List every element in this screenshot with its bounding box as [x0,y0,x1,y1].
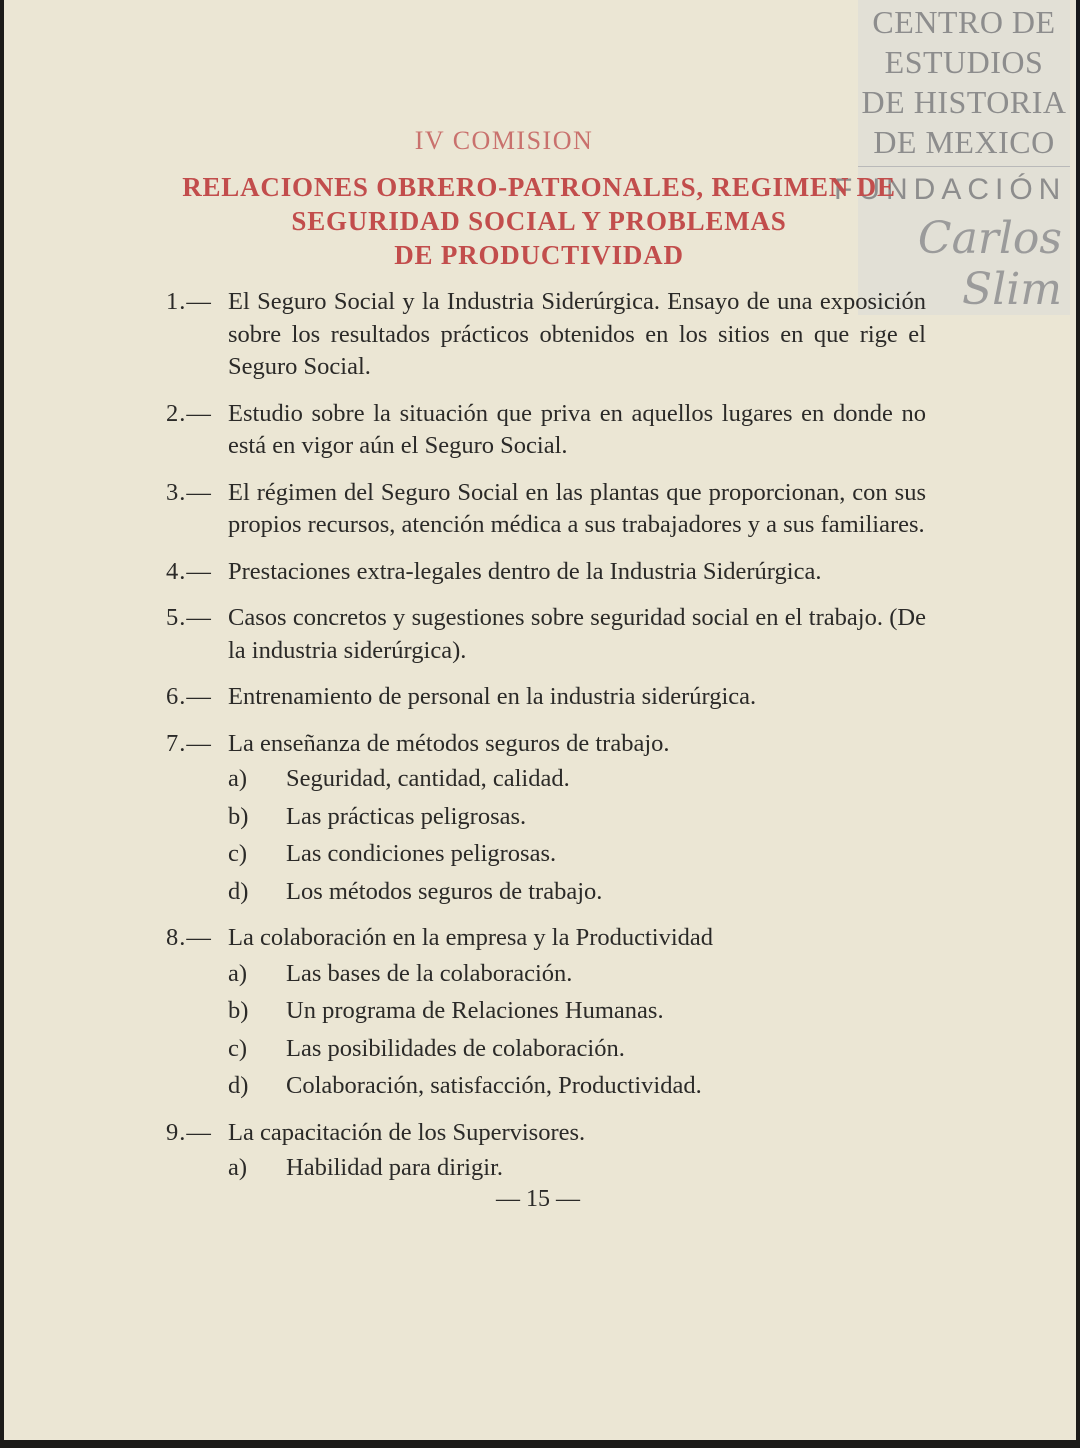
item-text: La enseñanza de métodos seguros de trabajo. [228,729,670,757]
watermark-divider [858,166,1070,167]
list-item [166,681,926,714]
sub-item-text: Las posibilidades de colaboración. [286,1034,625,1062]
sub-item [166,873,926,911]
watermark-line: DE HISTORIA [861,84,1067,120]
section-title [144,170,934,272]
sub-item [166,835,926,873]
sub-item-text: Seguridad, cantidad, calidad. [286,765,570,792]
item-text: Casos concretos y sugestiones sobre seguridad social en el trabajo. (De la industria siderúrgica). [228,604,926,664]
item-number: 2.— [166,399,212,427]
sub-item-letter: a) [228,765,248,792]
item-number: 8.— [166,924,212,951]
watermark-line: ESTUDIOS [884,44,1044,80]
document-page [4,0,1076,1440]
watermark-line: DE MEXICO [873,124,1055,160]
sub-item-letter: c) [228,1034,248,1062]
list-item [166,1117,926,1150]
list-item [166,477,926,542]
list-item [166,728,926,761]
title-line: RELACIONES OBRERO-PATRONALES, REGIMEN DE [182,172,896,202]
sub-item-text: Las prácticas peligrosas. [286,802,527,830]
sub-item [166,798,926,836]
title-line: SEGURIDAD SOCIAL Y PROBLEMAS [291,206,787,236]
item-text: El régimen del Seguro Social en las plantas que proporcionan, con sus propios recursos, atención médica a sus trabajadores y a sus familiares. [228,478,926,538]
sub-item [166,992,926,1030]
sub-item-letter: d) [228,877,249,905]
sub-item-text: Los métodos seguros de trabajo. [286,877,603,905]
sub-item-letter: a) [228,959,248,987]
commission-heading: IV COMISION [414,126,594,155]
sub-item-text: Habilidad para dirigir. [286,1154,504,1181]
sub-item-text: Un programa de Relaciones Humanas. [286,997,664,1024]
page-number: — 15 — [496,1186,580,1212]
item-text: El Seguro Social y la Industria Siderúrgica. Ensayo de una exposición sobre los resultados prácticos obtenidos en los sitios en que rige el Seguro Social. [228,288,926,380]
item-number: 5.— [166,604,212,631]
sub-item-text: Las bases de la colaboración. [286,959,573,987]
watermark-signature: Carlos Slim [917,213,1062,315]
item-number: 4.— [166,557,212,585]
sub-item [166,1030,926,1068]
sub-item-letter: a) [228,1154,248,1181]
list-item [166,602,926,667]
item-text: Entrenamiento de personal en la industria siderúrgica. [228,683,757,710]
item-text: La capacitación de los Supervisores. [228,1118,586,1146]
item-number: 6.— [166,683,212,710]
sub-item-letter: b) [228,802,249,830]
topic-list [166,286,926,1187]
item-text: La colaboración en la empresa y la Productividad [228,924,714,951]
sub-item-letter: b) [228,997,249,1024]
watermark-foundation: FUNDACIÓN [834,173,1067,206]
item-number: 7.— [166,729,212,757]
sub-item-text: Colaboración, satisfacción, Productividad. [286,1072,702,1099]
sub-item-text: Las condiciones peligrosas. [286,840,557,867]
item-text: Estudio sobre la situación que priva en aquellos lugares en donde no está en vigor aún el Seguro Social. [228,399,926,459]
sub-item [166,1067,926,1105]
list-item [166,922,926,955]
title-line: DE PRODUCTIVIDAD [394,240,684,270]
item-text: Prestaciones extra-legales dentro de la Industria Siderúrgica. [228,557,822,585]
sub-item-letter: d) [228,1072,249,1099]
sub-item-letter: c) [228,840,248,867]
item-number: 1.— [166,288,212,315]
sub-item [166,1149,926,1187]
item-number: 3.— [166,478,212,506]
sub-item [166,760,926,798]
watermark-line: CENTRO DE [872,4,1056,40]
list-item [166,286,926,384]
sub-item [166,955,926,993]
list-item [166,398,926,463]
list-item [166,556,926,589]
item-number: 9.— [166,1118,212,1146]
